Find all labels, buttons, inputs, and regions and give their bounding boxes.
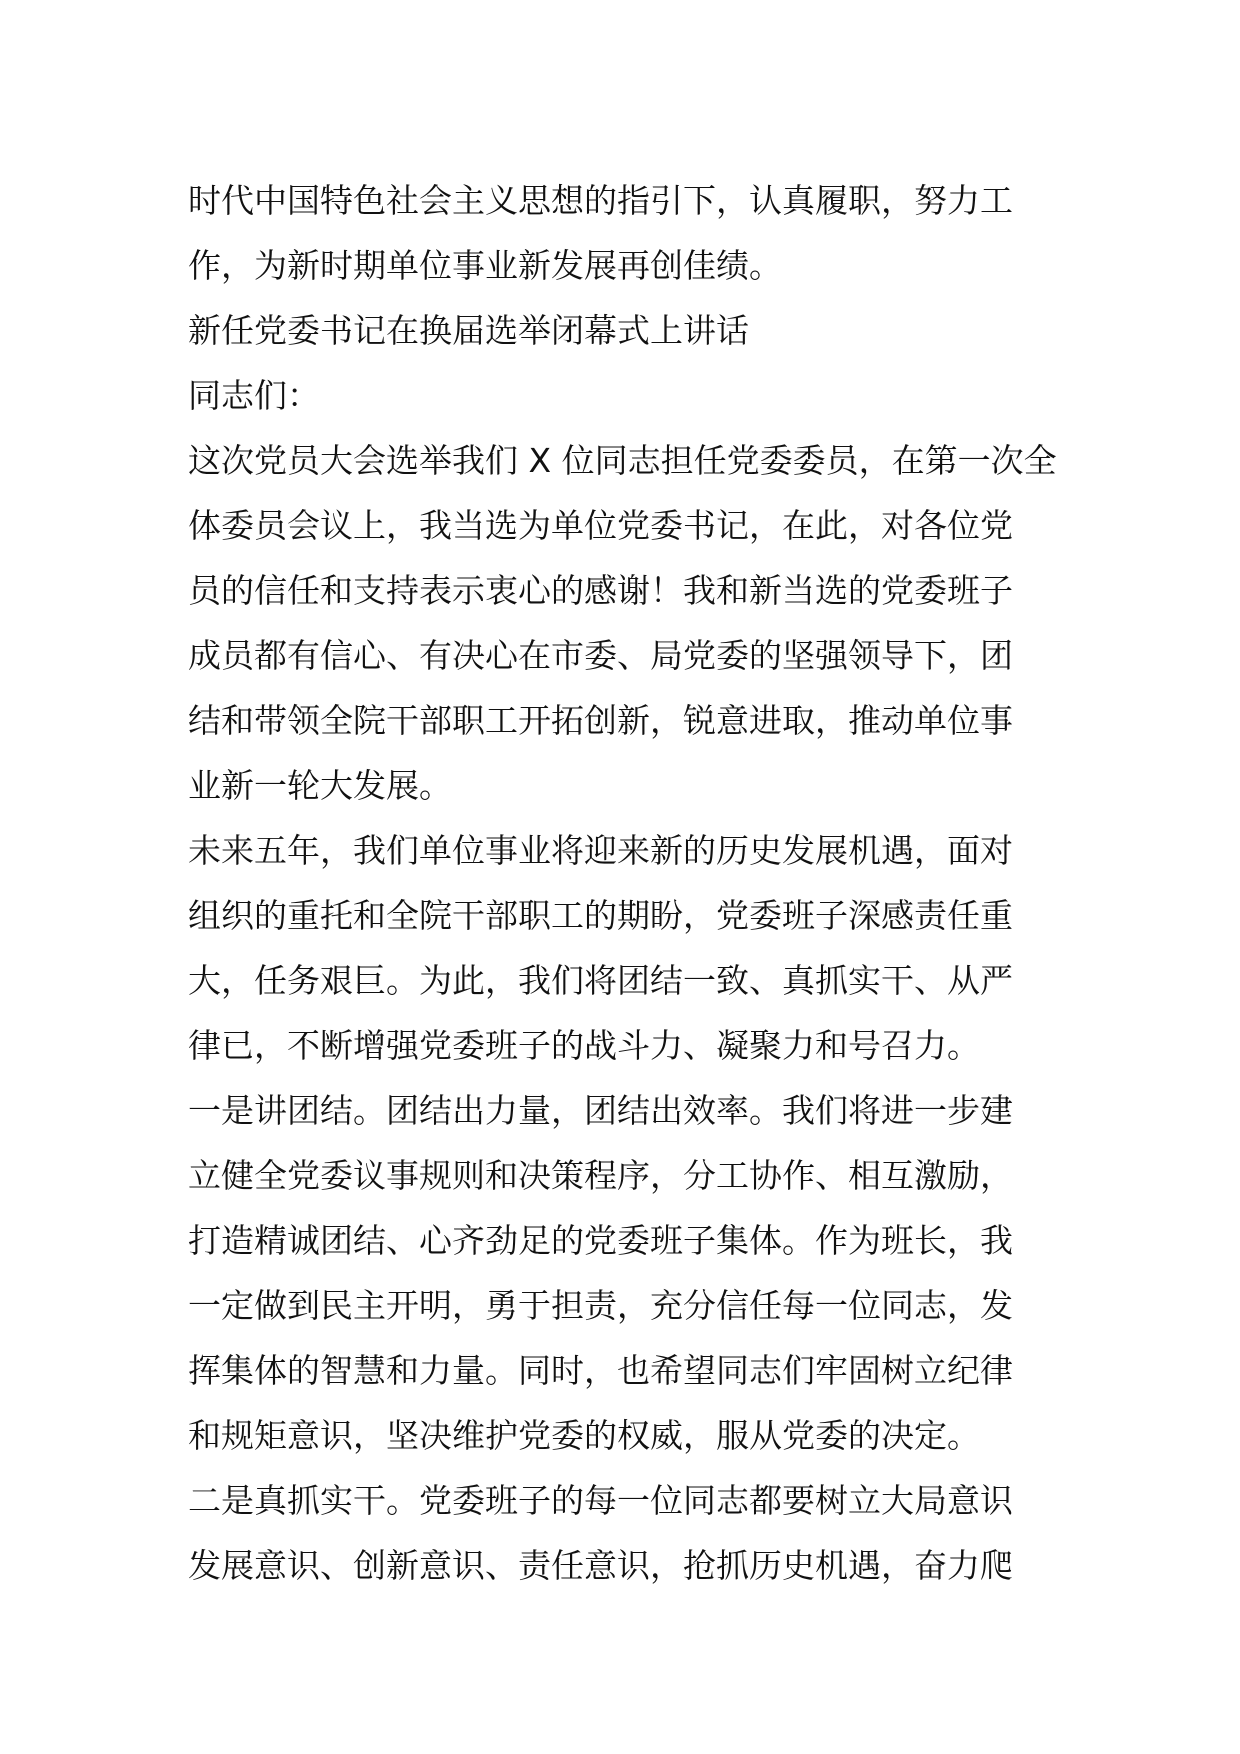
body-line: 律已，不断增强党委班子的战斗力、凝聚力和号召力。 — [188, 1026, 980, 1065]
body-line: 发展意识、创新意识、责任意识，抢抓历史机遇，奋力爬 — [188, 1546, 1013, 1585]
salutation: 同志们： — [188, 376, 320, 415]
body-line: 二是真抓实干。党委班子的每一位同志都要树立大局意识 — [188, 1481, 1013, 1520]
body-line: 体委员会议上，我当选为单位党委书记，在此，对各位党 — [188, 506, 1013, 545]
body-line: 未来五年，我们单位事业将迎来新的历史发展机遇，面对 — [188, 831, 1013, 870]
body-line: 结和带领全院干部职工开拓创新，锐意进取，推动单位事 — [188, 701, 1013, 740]
body-line: 立健全党委议事规则和决策程序，分工协作、相互激励， — [188, 1156, 1013, 1195]
body-line: 一是讲团结。团结出力量，团结出效率。我们将进一步建 — [188, 1091, 1013, 1130]
body-line: 业新一轮大发展。 — [188, 766, 452, 805]
body-line: 组织的重托和全院干部职工的期盼，党委班子深感责任重 — [188, 896, 1013, 935]
body-line: 一定做到民主开明，勇于担责，充分信任每一位同志，发 — [188, 1286, 1013, 1325]
body-line: 打造精诚团结、心齐劲足的党委班子集体。作为班长，我 — [188, 1221, 1013, 1260]
body-line: 员的信任和支持表示衷心的感谢！我和新当选的党委班子 — [188, 571, 1013, 610]
body-line: 和规矩意识，坚决维护党委的权威，服从党委的决定。 — [188, 1416, 980, 1455]
body-line: 时代中国特色社会主义思想的指引下，认真履职，努力工 — [188, 181, 1013, 220]
body-line: 这次党员大会选举我们 X 位同志担任党委委员，在第一次全 — [188, 441, 1057, 480]
body-line: 大，任务艰巨。为此，我们将团结一致、真抓实干、从严 — [188, 961, 1013, 1000]
document-body — [188, 168, 1068, 1598]
body-line: 挥集体的智慧和力量。同时，也希望同志们牢固树立纪律 — [188, 1351, 1013, 1390]
body-line: 作，为新时期单位事业新发展再创佳绩。 — [188, 246, 782, 285]
speech-title: 新任党委书记在换届选举闭幕式上讲话 — [188, 311, 749, 350]
body-line: 成员都有信心、有决心在市委、局党委的坚强领导下，团 — [188, 636, 1013, 675]
